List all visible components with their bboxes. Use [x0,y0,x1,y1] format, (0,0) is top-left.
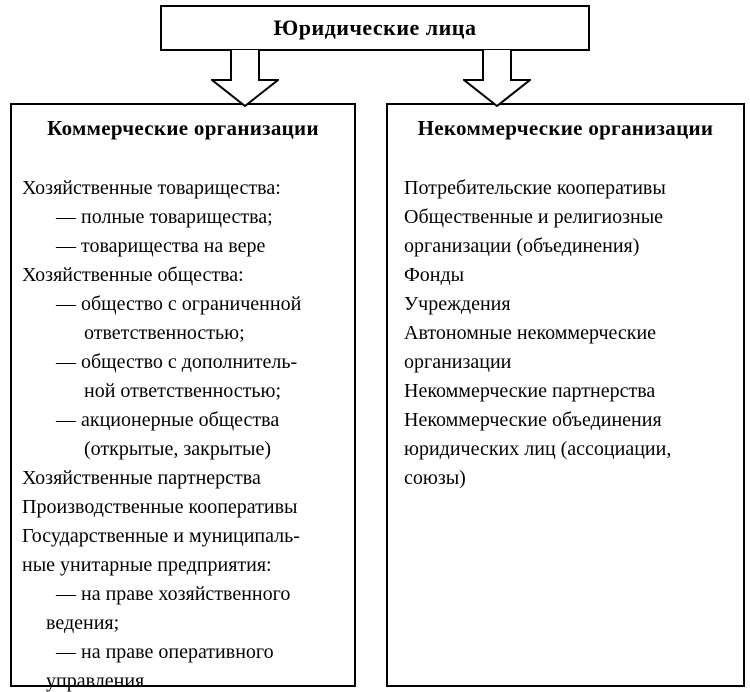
list-item: Хозяйственные общества: [22,264,244,286]
block-down-arrow-icon [463,49,531,107]
commercial-organizations-box [10,103,356,692]
list-item: ные унитарные предприятия: [22,554,272,576]
list-item: ной ответственностью; [84,380,282,402]
list-item: — на праве оперативного [56,641,274,663]
list-item: — общество с ограниченной [56,293,302,315]
commercial-organizations-list [12,174,354,692]
noncommercial-organizations-list [388,174,743,493]
list-item: юридических лиц (ассоциации, [404,438,672,460]
commercial-organizations-title: Коммерческие организации [47,116,319,140]
noncommercial-organizations-title: Некоммерческие организации [417,116,714,140]
list-item: — акционерные общества [56,409,280,431]
list-item: — полные товарищества; [56,206,273,228]
list-item: ведения; [46,612,120,634]
list-item: Автономные некоммерческие [404,322,657,344]
list-item: организации (объединения) [404,235,640,257]
list-item: организации [404,351,512,373]
list-item: Некоммерческие объединения [404,409,662,431]
list-item: ответственностью; [84,322,245,344]
list-item: — товарищества на вере [56,235,266,257]
list-item: — общество с дополнитель- [56,351,298,373]
list-item: союзы) [404,467,466,489]
root-box-title: Юридические лица [273,15,477,40]
list-item: (открытые, закрытые) [84,438,271,460]
noncommercial-organizations-box [386,103,745,687]
list-item: Потребительские кооперативы [404,177,666,199]
list-item: Учреждения [404,293,511,315]
list-item: Общественные и религиозные [404,206,664,228]
list-item: Хозяйственные товарищества: [22,177,281,199]
root-box-legal-entities [160,5,590,51]
list-item: Государственные и муниципаль- [22,525,300,547]
block-down-arrow-icon [211,49,279,107]
list-item: — на праве хозяйственного [56,583,291,605]
list-item: Производственные кооперативы [22,496,298,518]
list-item: управления [46,670,145,692]
list-item: Хозяйственные партнерства [22,467,261,489]
list-item: Некоммерческие партнерства [404,380,656,402]
list-item: Фонды [404,264,465,286]
